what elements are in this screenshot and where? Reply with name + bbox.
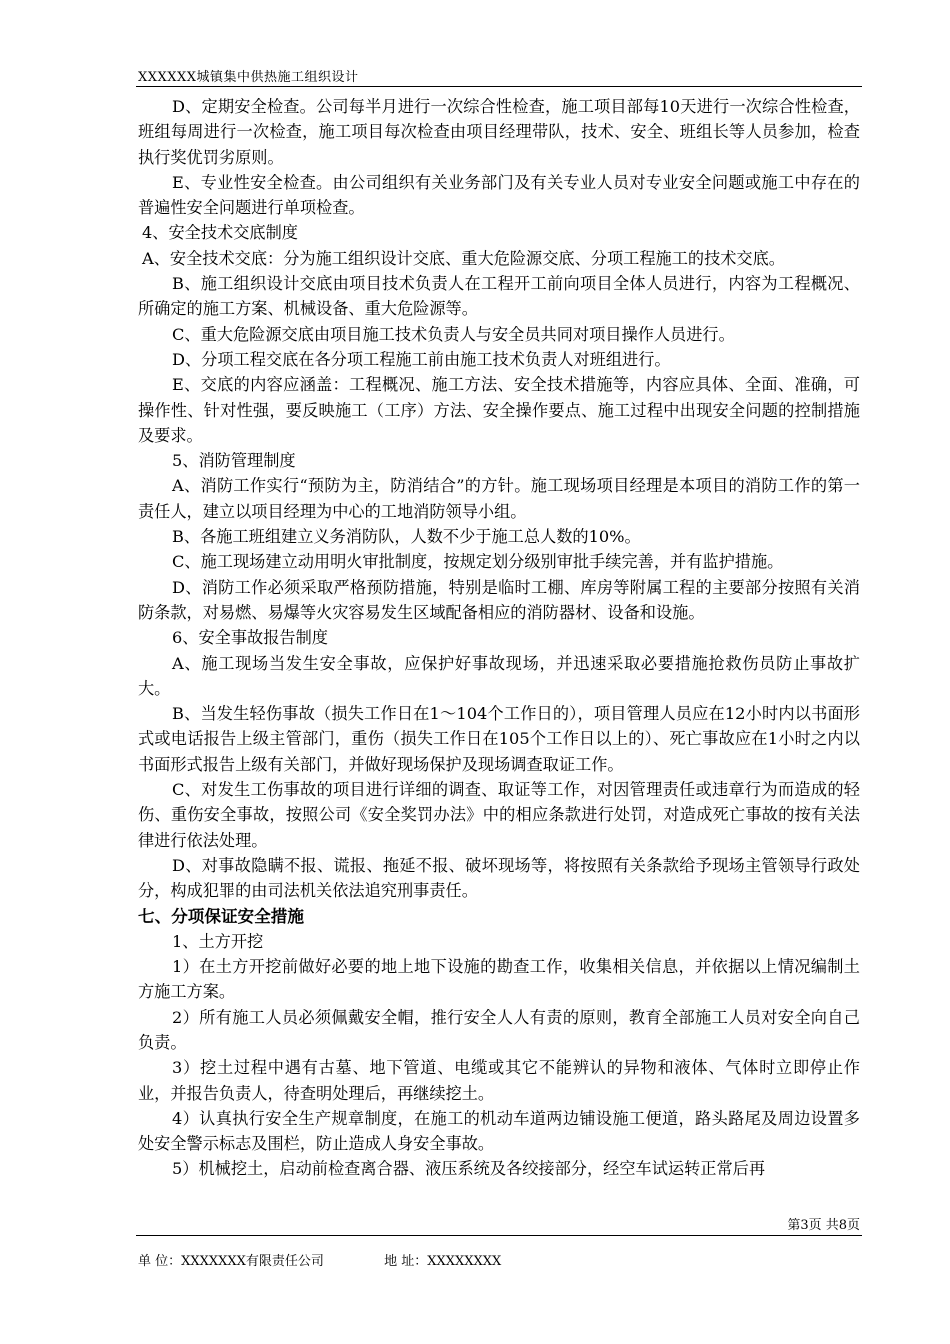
paragraph: A、安全技术交底：分为施工组织设计交底、重大危险源交底、分项工程施工的技术交底。 <box>142 248 785 268</box>
page-number: 第3页 共8页 <box>787 1218 860 1233</box>
paragraph: 1）在土方开挖前做好必要的地上地下设施的勘查工作，收集相关信息，并依据以上情况编制土方施工方案。 <box>138 957 860 1002</box>
paragraph: D、定期安全检查。公司每半月进行一次综合性检查，施工项目部每10天进行一次综合性检查，班组每周进行一次检查，施工项目每次检查由项目经理带队，技术、安全、班组长等人员参加，检查执行奖优罚劣原则。 <box>138 97 860 167</box>
paragraph: 6、安全事故报告制度 <box>172 628 328 648</box>
paragraph: 4、安全技术交底制度 <box>142 223 298 243</box>
paragraph: B、施工组织设计交底由项目技术负责人在工程开工前向项目全体人员进行，内容为工程概况、所确定的施工方案、机械设备、重大危险源等。 <box>138 274 860 319</box>
paragraph: C、重大危险源交底由项目施工技术负责人与安全员共同对项目操作人员进行。 <box>172 324 735 344</box>
paragraph: 3）挖土过程中遇有古墓、地下管道、电缆或其它不能辨认的异物和液体、气体时立即停止作业，并报告负责人，待查明处理后，再继续挖土。 <box>138 1058 860 1103</box>
footer-divider <box>136 1235 862 1236</box>
paragraph: 4）认真执行安全生产规章制度，在施工的机动车道两边铺设施工便道，路头路尾及周边设置多处安全警示标志及围栏，防止造成人身安全事故。 <box>138 1108 860 1154</box>
paragraph: 2）所有施工人员必须佩戴安全帽，推行安全人人有责的原则，教育全部施工人员对安全向自己负责。 <box>138 1007 860 1052</box>
paragraph: D、消防工作必须采取严格预防措施，特别是临时工棚、库房等附属工程的主要部分按照有关消防条款，对易燃、易爆等火灾容易发生区域配备相应的消防器材、设备和设施。 <box>138 577 860 622</box>
paragraph: D、分项工程交底在各分项工程施工前由施工技术负责人对班组进行。 <box>172 349 671 369</box>
page-header-title: XXXXXX城镇集中供热施工组织设计 <box>138 70 359 85</box>
paragraph: A、消防工作实行“预防为主，防消结合”的方针。施工现场项目经理是本项目的消防工作的第一责任人，建立以项目经理为中心的工地消防领导小组。 <box>138 476 860 521</box>
paragraph: E、交底的内容应涵盖：工程概况、施工方法、安全技术措施等，内容应具体、全面、准确，可操作性、针对性强，要反映施工（工序）方法、安全操作要点、施工过程中出现安全问题的控制措施及要求。 <box>138 375 860 445</box>
section-heading: 七、分项保证安全措施 <box>138 905 304 926</box>
paragraph: 5、消防管理制度 <box>172 451 296 471</box>
paragraph: E、专业性安全检查。由公司组织有关业务部门及有关专业人员对专业安全问题或施工中存在的普遍性安全问题进行单项检查。 <box>138 172 860 218</box>
paragraph: 1、土方开挖 <box>172 931 264 951</box>
footer-address: 地 址：XXXXXXXX <box>384 1254 502 1269</box>
paragraph: 5）机械挖土，启动前检查离合器、液压系统及各绞接部分，经空车试运转正常后再 <box>172 1159 766 1179</box>
paragraph: C、对发生工伤事故的项目进行详细的调查、取证等工作，对因管理责任或违章行为而造成的轻伤、重伤安全事故，按照公司《安全奖罚办法》中的相应条款进行处罚，对造成死亡事故的按有关法律进行依法处理。 <box>138 780 860 850</box>
paragraph: B、当发生轻伤事故（损失工作日在1～104个工作日的），项目管理人员应在12小时内以书面形式或电话报告上级主管部门，重伤（损失工作日在105个工作日以上的）、死亡事故应在1小时之内以书面形式报告上级有关部门，并做好现场保护及现场调查取证工作。 <box>138 704 860 774</box>
paragraph: A、施工现场当发生安全事故，应保护好事故现场，并迅速采取必要措施抢救伤员防止事故扩大。 <box>138 653 860 698</box>
paragraph: C、施工现场建立动用明火审批制度，按规定划分级别审批手续完善，并有监护措施。 <box>172 552 784 572</box>
document-body <box>138 94 860 1182</box>
paragraph: B、各施工班组建立义务消防队，人数不少于施工总人数的10%。 <box>172 527 641 547</box>
paragraph: D、对事故隐瞒不报、谎报、拖延不报、破坏现场等，将按照有关条款给予现场主管领导行政处分，构成犯罪的由司法机关依法追究刑事责任。 <box>138 855 860 901</box>
footer-unit: 单 位：XXXXXXX有限责任公司 <box>138 1254 324 1269</box>
page-footer <box>138 1250 501 1269</box>
header-divider <box>136 86 862 87</box>
